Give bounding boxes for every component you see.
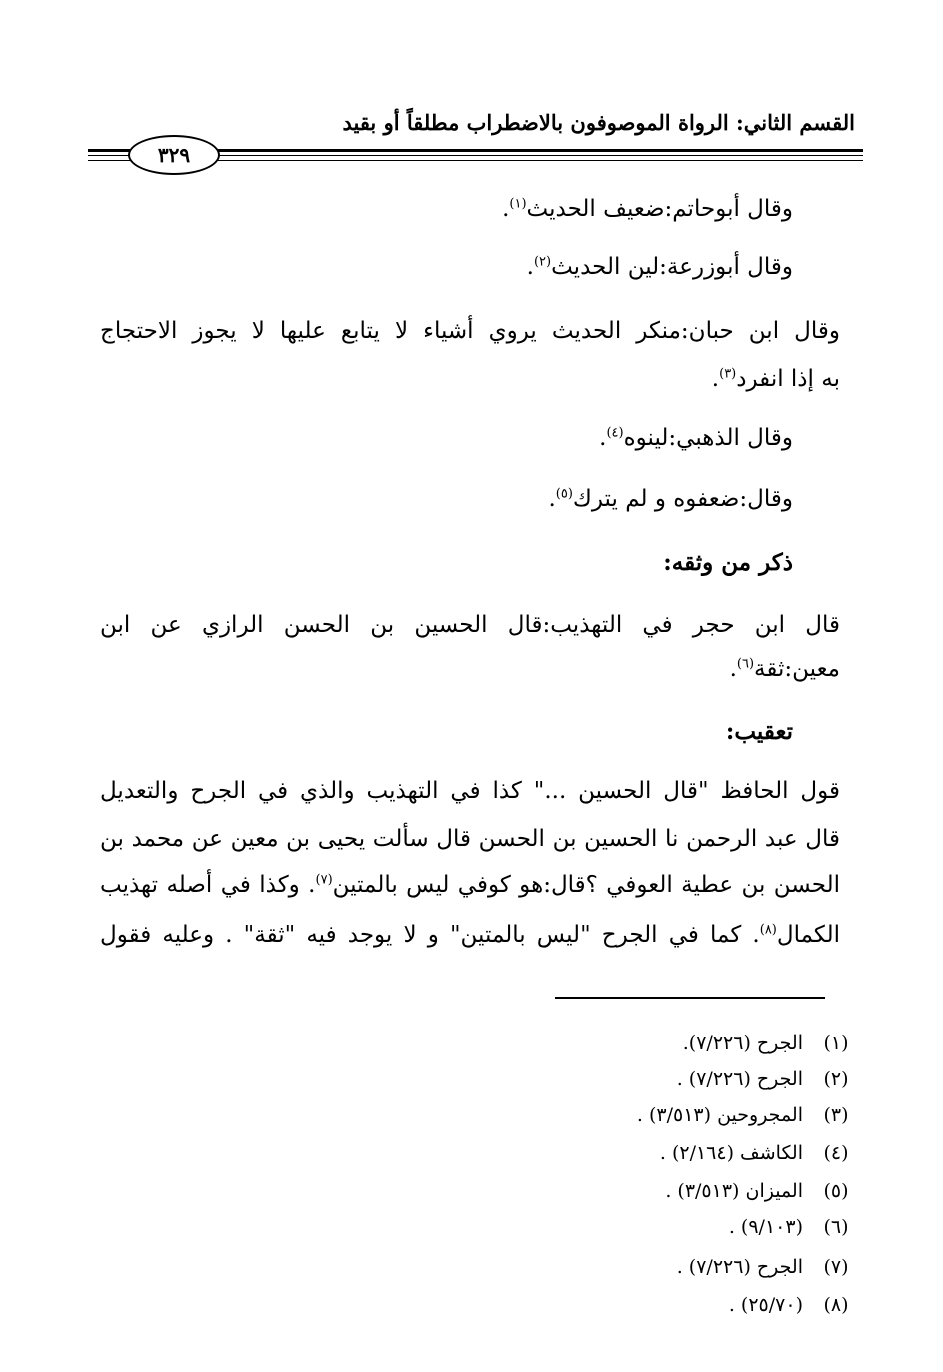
footnote-separator <box>555 997 825 999</box>
header-rule <box>218 149 863 152</box>
body-line: وقال أبوزرعة:لين الحديث$^{(٢)}$. <box>526 254 793 280</box>
body-line: وقال ابن حبان:منكر الحديث يروي أشياء لا يتابع عليها لا يجوز الاحتجاج <box>100 318 840 344</box>
footnote-ref[interactable]: (٤) <box>606 425 624 441</box>
body-line: قال عبد الرحمن نا الحسين بن الحسن قال سألت يحيى بن معين عن محمد بن <box>100 826 840 852</box>
header-rule <box>88 160 130 161</box>
body-line: الحسن بن عطية العوفي ؟قال:هو كوفي ليس بالمتين$^{(٧)}$. وكذا في أصله تهذيب <box>100 872 841 898</box>
footnote-ref[interactable]: (٦) <box>736 656 755 672</box>
footnote-ref[interactable]: (٥) <box>555 486 573 502</box>
footnote-ref[interactable]: (٨) <box>759 922 777 938</box>
footnote: (٨) (٢٥/٧٠) . <box>728 1294 849 1316</box>
body-line: به إذا انفرد$^{(٣)}$. <box>711 366 840 392</box>
body-line: قول الحافظ "قال الحسين ..." كذا في التهذيب والذي في الجرح والتعديل <box>100 778 840 804</box>
section-heading: ذكر من وثقه: <box>663 549 793 576</box>
body-line: معين:ثقة$^{(٦)}$. <box>729 656 840 682</box>
body-line: وقال أبوحاتم:ضعيف الحديث$^{(١)}$. <box>502 196 793 222</box>
footnote-ref[interactable]: (١) <box>509 196 527 212</box>
body-line: وقال الذهبي:لينوه$^{(٤)}$. <box>599 425 793 451</box>
footnote: (١) الجرح (٧/٢٢٦). <box>682 1032 849 1054</box>
header-rule <box>88 155 130 156</box>
body-line: قال ابن حجر في التهذيب:قال الحسين بن الحسن الرازي عن ابن <box>100 612 840 638</box>
footnote: (٢) الجرح (٧/٢٢٦) . <box>676 1068 849 1090</box>
footnote-ref[interactable]: (٣) <box>719 366 737 382</box>
footnote-ref[interactable]: (٢) <box>533 254 552 270</box>
footnote: (٣) المجروحين (٣/٥١٣) . <box>636 1104 849 1126</box>
header-rule <box>88 149 130 152</box>
running-title: القسم الثاني: الرواة الموصوفون بالاضطراب مطلقاً أو بقيد <box>342 110 855 135</box>
section-heading: تعقيب: <box>725 718 793 745</box>
footnote: (٤) الكاشف (٢/١٦٤) . <box>659 1142 849 1164</box>
footnote: (٦) (٩/١٠٣) . <box>728 1216 849 1238</box>
page-number: ٣٢٩ <box>128 135 220 175</box>
footnote: (٥) الميزان (٣/٥١٣) . <box>665 1180 849 1202</box>
footnote-ref[interactable]: (٧) <box>315 872 333 888</box>
footnote: (٧) الجرح (٧/٢٢٦) . <box>676 1256 849 1278</box>
body-line: الكمال$^{(٨)}$. كما في الجرح "ليس بالمتين" و لا يوجد فيه "ثقة" . وعليه فقول <box>100 922 840 948</box>
body-line: وقال:ضعفوه و لم يترك$^{(٥)}$. <box>548 486 793 512</box>
header-rule <box>218 155 863 156</box>
header-rule <box>218 160 863 161</box>
